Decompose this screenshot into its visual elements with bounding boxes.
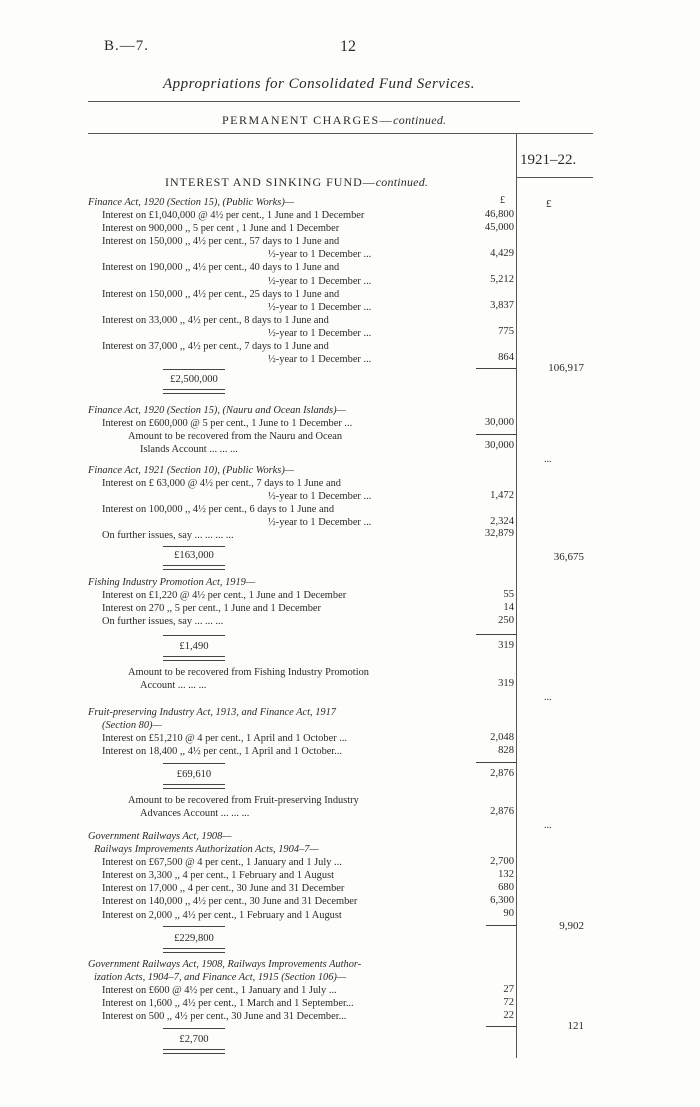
entry-line: Interest on 150,000 ,, 4½ per cent., 57 days to 1 June and xyxy=(102,236,340,248)
entry-line: Interest on 270 ,, 5 per cent., 1 June and 1 December xyxy=(102,603,321,615)
entry-line: Interest on £600 @ 4½ per cent., 1 January and 1 July ... xyxy=(102,985,337,997)
entry-line: Interest on 3,300 ,, 4 per cent., 1 February and 1 August xyxy=(102,870,335,882)
capital-total: £69,610 xyxy=(176,769,212,780)
amount-rule xyxy=(476,634,516,635)
amount: 46,800 xyxy=(484,209,514,220)
capital-rule xyxy=(163,763,225,764)
amount-column-divider xyxy=(516,133,517,1058)
header-rule xyxy=(88,133,593,134)
pound-sign-totals: £ xyxy=(546,198,552,210)
amount: 72 xyxy=(503,997,514,1008)
capital-total: £229,800 xyxy=(174,933,214,944)
amount: 132 xyxy=(498,869,514,880)
entry-line: Advances Account ... ... ... xyxy=(140,808,250,820)
year-total: ... xyxy=(544,820,552,831)
amount: 2,876 xyxy=(490,806,514,817)
year-column-header: 1921–22. xyxy=(520,152,577,168)
entry-line: On further issues, say ... ... ... ... xyxy=(102,530,234,542)
entry-line: ½-year to 1 December ... xyxy=(268,491,372,503)
entry-line: Interest on 140,000 ,, 4½ per cent., 30 June and 31 December xyxy=(102,896,358,908)
section-heading-main: INTEREST AND SINKING FUND— xyxy=(165,175,376,189)
entry-line: Interest on £1,040,000 @ 4½ per cent., 1 June and 1 December xyxy=(102,210,365,222)
entry-line: On further issues, say ... ... ... xyxy=(102,616,224,628)
amount-rule xyxy=(486,1026,516,1027)
capital-total: £2,500,000 xyxy=(170,374,218,385)
capital-total: £2,700 xyxy=(179,1034,209,1045)
amount: 680 xyxy=(498,882,514,893)
capital-double-rule xyxy=(163,948,225,953)
entry-line: Interest on £1,220 @ 4½ per cent., 1 June and 1 December xyxy=(102,590,347,602)
page-number: 12 xyxy=(340,38,356,55)
amount: 2,048 xyxy=(490,732,514,743)
entry-line: Interest on £ 63,000 @ 4½ per cent., 7 days to 1 June and xyxy=(102,478,341,490)
entry-line: Interest on £600,000 @ 5 per cent., 1 June to 1 December ... xyxy=(102,418,353,430)
year-column-rule xyxy=(516,177,593,178)
amount: 30,000 xyxy=(484,440,514,451)
amount: 14 xyxy=(503,602,514,613)
capital-rule xyxy=(163,635,225,636)
amount: 1,472 xyxy=(490,490,514,501)
block-heading: Fruit-preserving Industry Act, 1913, and Finance Act, 1917 xyxy=(88,707,336,718)
entry-line: Interest on 33,000 ,, 4½ per cent., 8 days to 1 June and xyxy=(102,314,329,326)
capital-rule xyxy=(163,1028,225,1029)
entry-line: Interest on 37,000 ,, 4½ per cent., 7 days to 1 June and xyxy=(102,341,329,353)
entry-line: Interest on 500 ,, 4½ per cent., 30 June and 31 December... xyxy=(102,1011,347,1023)
entry-line: ½-year to 1 December ... xyxy=(268,327,372,339)
entry-line: Interest on £67,500 @ 4 per cent., 1 January and 1 July ... xyxy=(102,857,342,869)
capital-double-rule xyxy=(163,1049,225,1054)
amount: 3,837 xyxy=(490,300,514,311)
block-heading: Government Railways Act, 1908— xyxy=(88,831,232,842)
page-title: Appropriations for Consolidated Fund Services. xyxy=(163,76,476,92)
subtitle-main: PERMANENT CHARGES— xyxy=(222,113,394,127)
amount: 27 xyxy=(503,984,514,995)
block-heading-continued: ization Acts, 1904–7, and Finance Act, 1915 (Section 106)— xyxy=(94,972,347,984)
capital-double-rule xyxy=(163,389,225,394)
capital-total: £1,490 xyxy=(179,641,209,652)
amount: 2,324 xyxy=(490,516,514,527)
amount-rule xyxy=(476,368,516,369)
section-heading xyxy=(165,175,428,190)
entry-line: Amount to be recovered from the Nauru and Ocean xyxy=(128,431,343,443)
entry-line: Interest on 900,000 ,, 5 per cent , 1 June and 1 December xyxy=(102,223,340,235)
block-heading: Government Railways Act, 1908, Railways Improvements Author- xyxy=(88,959,362,970)
entry-line: Islands Account ... ... ... xyxy=(140,444,238,456)
block-heading: Finance Act, 1921 (Section 10), (Public Works)— xyxy=(88,465,295,476)
amount: 5,212 xyxy=(490,274,514,285)
amount: 775 xyxy=(498,326,514,337)
capital-double-rule xyxy=(163,565,225,570)
entry-line: Interest on 190,000 ,, 4½ per cent., 40 days to 1 June and xyxy=(102,262,340,274)
year-total: 121 xyxy=(567,1020,584,1032)
entry-line: ½-year to 1 December ... xyxy=(268,249,372,261)
capital-double-rule xyxy=(163,784,225,789)
subtotal: 2,876 xyxy=(490,768,514,779)
year-total: 36,675 xyxy=(553,551,584,563)
amount: 250 xyxy=(498,615,514,626)
entry-line: Interest on 18,400 ,, 4½ per cent., 1 April and 1 October... xyxy=(102,746,343,758)
entry-line: Amount to be recovered from Fruit-preserving Industry xyxy=(128,795,359,806)
amount: 90 xyxy=(503,908,514,919)
amount: 319 xyxy=(498,678,514,689)
amount: 4,429 xyxy=(490,248,514,259)
entry-line: Account ... ... ... xyxy=(140,680,207,692)
amount: 22 xyxy=(503,1010,514,1021)
entry-line: ½-year to 1 December ... xyxy=(268,275,372,287)
capital-rule xyxy=(163,369,225,370)
capital-rule xyxy=(163,926,225,927)
entry-line: Interest on 2,000 ,, 4½ per cent., 1 February and 1 August xyxy=(102,909,342,921)
subtitle-continued: continued. xyxy=(393,113,447,127)
block-heading: Finance Act, 1920 (Section 15), (Nauru and Ocean Islands)— xyxy=(88,405,346,416)
entry-line: ½-year to 1 December ... xyxy=(268,354,372,366)
amount: 45,000 xyxy=(484,222,514,233)
entry-line: Interest on £51,210 @ 4 per cent., 1 April and 1 October ... xyxy=(102,733,348,745)
subtotal: 319 xyxy=(498,640,514,651)
document-code: B.—7. xyxy=(104,38,150,54)
year-total: 106,917 xyxy=(548,362,584,374)
entry-line: Interest on 1,600 ,, 4½ per cent., 1 March and 1 September... xyxy=(102,998,354,1010)
entry-line: Amount to be recovered from Fishing Industry Promotion xyxy=(128,667,369,678)
amount: 30,000 xyxy=(484,417,514,428)
capital-double-rule xyxy=(163,656,225,661)
block-heading-continued: Railways Improvements Authorization Acts, 1904–7— xyxy=(94,844,319,856)
amount: 828 xyxy=(498,745,514,756)
amount-rule xyxy=(476,762,516,763)
amount: 55 xyxy=(503,589,514,600)
year-total: ... xyxy=(544,454,552,465)
title-rule xyxy=(88,101,520,102)
block-heading: Finance Act, 1920 (Section 15), (Public Works)— xyxy=(88,197,295,208)
entry-line: ½-year to 1 December ... xyxy=(268,517,372,529)
page-subtitle xyxy=(222,113,446,128)
year-total: 9,902 xyxy=(559,920,584,932)
entry-line: Interest on 100,000 ,, 4½ per cent., 6 days to 1 June and xyxy=(102,504,335,516)
entry-line: ½-year to 1 December ... xyxy=(268,301,372,313)
amount: 6,300 xyxy=(490,895,514,906)
amount: 2,700 xyxy=(490,856,514,867)
entry-line: Interest on 150,000 ,, 4½ per cent., 25 days to 1 June and xyxy=(102,288,340,300)
pound-sign-details: £ xyxy=(500,195,505,206)
amount-rule xyxy=(476,434,516,435)
amount-rule xyxy=(486,925,516,926)
entry-line: Interest on 17,000 ,, 4 per cent., 30 June and 31 December xyxy=(102,883,345,895)
amount: 864 xyxy=(498,352,514,363)
section-heading-continued: continued. xyxy=(375,175,429,189)
capital-total: £163,000 xyxy=(174,550,214,561)
block-heading-continued: (Section 80)— xyxy=(102,720,162,732)
year-total: ... xyxy=(544,692,552,703)
block-heading: Fishing Industry Promotion Act, 1919— xyxy=(88,577,256,588)
amount: 32,879 xyxy=(484,528,514,539)
capital-rule xyxy=(163,546,225,547)
